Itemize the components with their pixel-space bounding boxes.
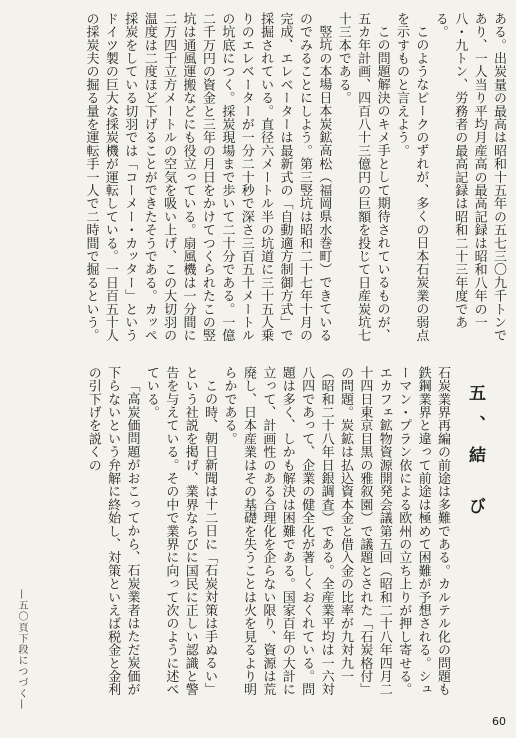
upper-text-column [14,12,508,345]
page-number: 60 [492,715,506,728]
section-heading: 五、結 び [465,384,485,528]
continuation-note: —五〇頁下段につづく— [16,589,27,710]
upper-text-block [14,12,508,345]
paragraph: 「高炭価問題がおこってから、石炭業者はただ炭価が下らないという弁解に終始し、対策といえば税金と金利の引下げを説くの [85,366,140,696]
paragraph: 竪坑の本場日本炭鉱高松（福岡県水巻町）できているのでみることにしよう。第三竪坑は昭和二十七年十月の完成、エレベーターは最新式の「自動適方制御方式」で採掘されている。直径六メートル半の坑道に三十五人乗りのエレベーターが一分二十秒で深さ三百五十メートルの坑底につく。採炭現場まで歩いて二十分である。一億二千万円の資金と三年の月日をかけてつくられたこの竪坑は通風運搬などにも役立っている。扇風機は一分間に二万四千立方メートルの空気を吸い上げ、この大切羽の温度は二度ほど下げることができたそうである。カッペ採炭をしている切羽では「コーメー・カッター」というドイツ製の巨大な採炭機が運転している。一日百五十人の採炭夫の掘る量を運転手一人で二時間で掘るという。 [83,12,332,342]
lower-text-column [56,366,452,708]
paragraph: この問題解決のキメ手として期待されているものが、五カ年計画、四百八十三億円の巨額を投じて日産炭坑七十三本である。 [335,12,390,342]
paragraph: この時、朝日新聞は十二日に「石炭対策は手ぬるい」という社説を掲げ、業界ならびに国民に正しい認識と警告を与えている。その中で業界に向って次のように述べている。 [143,366,218,696]
paragraph: このようなピークのずれが、多くの日本石炭業の弱点を示すものと言えよう。 [393,12,429,342]
paragraph: 石炭業界再編の前途は多難である。カルテル化の問題も鉄鋼業界と違って前途は極めて困難が予想される。シューマン・プラン依による欧州の立ち上りが押し寄せる。エカフェ鉱物資源開発会議第五回（昭和二十八年四月二十四日東京目黒の雅叙園）で議題とされた「石炭格付」の問題。炭鉱は払込資本金と借入金の比率が九対九一（昭和二十八年日銀調査）である。全産業平均は一六対八四であって、企業の健全化が著しくおくれている。問題は多く、しかも解決は困難である。国家百年の大計に立って、計画性のある合理化を企らない限り、資源は荒廃し、日本産業はその基礎を失うことは火を見るより明らかである。 [221,366,450,696]
paragraph: ある。出炭量の最高は昭和十五年の五七三〇九千トンであり、一人当り平均月産高の最高記録は昭和八年の一八・九トン、労務者の最高記録は昭和二十三年度である。 [432,12,506,342]
lower-text-block [14,366,508,708]
section-heading-column [452,366,508,708]
